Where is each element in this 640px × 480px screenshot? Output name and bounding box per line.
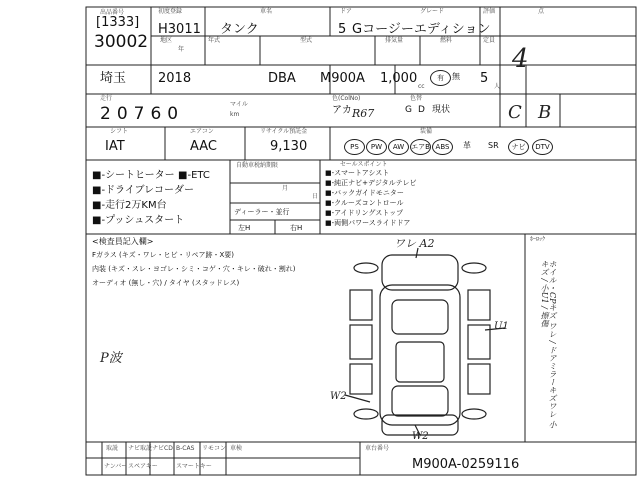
mark-rear: W2 [412,431,429,442]
sale-point-2: ■-純正ナビ+デジタルテレビ [325,179,417,187]
grade-interior: C [508,102,522,123]
month-label: 月 [282,185,289,192]
sale-point-5: ■-アイドリングストップ [325,209,404,217]
mark-right: U1 [494,321,509,332]
equip-sr: SR [488,141,499,150]
shift-value: IAT [105,139,125,154]
equip-dtv: DTV [532,139,553,155]
sale-point-4: ■-クルーズコントロール [325,199,404,207]
right-handle: 右H [290,224,303,232]
lot-label: 出品番号 [100,9,125,16]
mileage-label: 走行 [100,95,113,102]
footer-label-1: 取説 [106,445,119,452]
left-handle: 左H [238,224,251,232]
equip-aw: AW [388,139,409,155]
score-label: 評価 [483,8,496,15]
equip-airbag: エアB [410,139,431,155]
aircon-label: エアコン [190,128,214,135]
seats-label: 定員 [483,37,496,44]
footer-label-4: B-CAS [176,445,195,452]
color-opt-d: D [418,105,425,115]
recycle-label: リサイクル預託金 [260,128,308,135]
footer-label-2: ナビ取説 [128,445,153,452]
inspection-line-1: Fガラス (キズ・ワレ・ヒビ・リペア跡・X要) [92,251,235,259]
sale-point-3: ■-バックガイドモニター [325,189,404,197]
color-change-label: 色替 [410,95,423,102]
inspect-label: 車検 [230,445,243,452]
fuel-rest: 無 [452,72,460,81]
handwritten-note: P波 [100,351,122,366]
cc-unit: cc [418,83,425,90]
car-name-label: 車名 [260,8,273,15]
region-value: 埼玉 [100,71,127,86]
feature-2: ■-ドライブレコーダー [92,185,195,196]
seats-value: 5 [480,71,489,86]
tax-header: 自動車税納期限 [236,162,279,169]
inspection-line-2: 内装 (キズ・スレ・ヨゴレ・シミ・コゲ・穴・キレ・破れ・割れ) [92,265,296,273]
inspection-title: <検査員記入欄> [92,237,154,246]
mileage-value: 20760 [100,104,185,124]
footer-label-6: スペアキー [128,463,158,470]
mileage-unit-km: km [230,111,240,118]
chassis-label: 車台番号 [365,445,390,452]
date-label: 日 [312,193,319,200]
fuel-label: 燃料 [440,37,453,44]
dealer-label: ディーラー・並行 [234,208,290,216]
equipment-label: 装備 [420,128,433,135]
equip-pw: PW [366,139,387,155]
feature-1: ■-シートヒーター [92,170,175,181]
model-value: M900A [320,71,365,86]
grade-exterior: B [538,102,552,123]
first-reg-value: H3011 [158,22,201,37]
lot-number: 30002 [94,32,149,52]
model-year-label: 年 [178,46,185,53]
footer-label-3: ナビCD [152,445,173,452]
sale-point-6: ■-両側パワースライドドア [325,219,411,227]
fuel-circled: 有 [430,70,451,86]
seats-unit: 人 [494,83,501,90]
car-diagram [345,248,505,435]
mark-front: ワレ A2 [394,237,435,250]
equip-navi: ナビ [508,139,529,155]
feature-etc: ■-ETC [178,170,210,181]
right-column-notes: ホイル・CPキズ ワレ / ドアミラーキズワレ 小キズ / 小U1 / 擦傷 [540,260,557,429]
mileage-unit-miles: マイル [230,101,248,108]
sale-point-1: ■-スマートアシスト [325,169,390,177]
shift-label: シフト [110,128,129,135]
feature-4: ■-プッシュスタート [92,215,185,226]
footer-label-8: スマートキー [176,463,212,470]
year-value: 2018 [158,71,192,86]
equip-ps: PS [344,139,365,155]
color-opt-genjo: 現状 [432,105,451,115]
region-label: 地区 [160,37,173,44]
car-name: タンク [220,22,259,37]
footer-label-5: リモコン [202,445,227,452]
aircon-value: AAC [190,139,217,154]
model-label: 型式 [300,37,313,44]
displacement-value: 1,000 [380,71,418,86]
displacement-label: 排気量 [385,37,404,44]
equip-leather: 革 [463,141,471,150]
sale-points-header: セールスポイント [340,161,388,168]
mark-left-rear: W2 [330,391,347,402]
chassis-number: M900A-0259116 [412,457,520,472]
recycle-value: 9,130 [270,139,308,154]
score-value: 4 [512,44,529,74]
grade-label: グレード [420,8,445,15]
color-value: アカ [332,105,352,116]
model-prefix: DBA [268,71,296,86]
point-label: 点 [538,8,545,15]
color-opt-g: G [405,105,412,115]
right-column-header: ﾎｰﾛｯｸ [530,236,546,243]
footer-label-7: ナンバー [104,463,128,470]
doors-label: ドア [340,8,352,15]
color-code: R67 [352,107,375,120]
feature-3: ■-走行2万KM台 [92,200,167,211]
color-label: 色(ColNo) [332,95,361,102]
grade-value: Gコージーエディション [352,22,491,37]
first-reg-label: 初度登録 [158,8,183,15]
lot-bracket: [1333] [96,15,140,30]
inspection-line-3: オーディオ (無し・穴) / タイヤ (スタッドレス) [92,279,240,287]
equip-abs: ABS [432,139,453,155]
year-label: 年式 [208,37,221,44]
doors-value: 5 [338,22,347,37]
